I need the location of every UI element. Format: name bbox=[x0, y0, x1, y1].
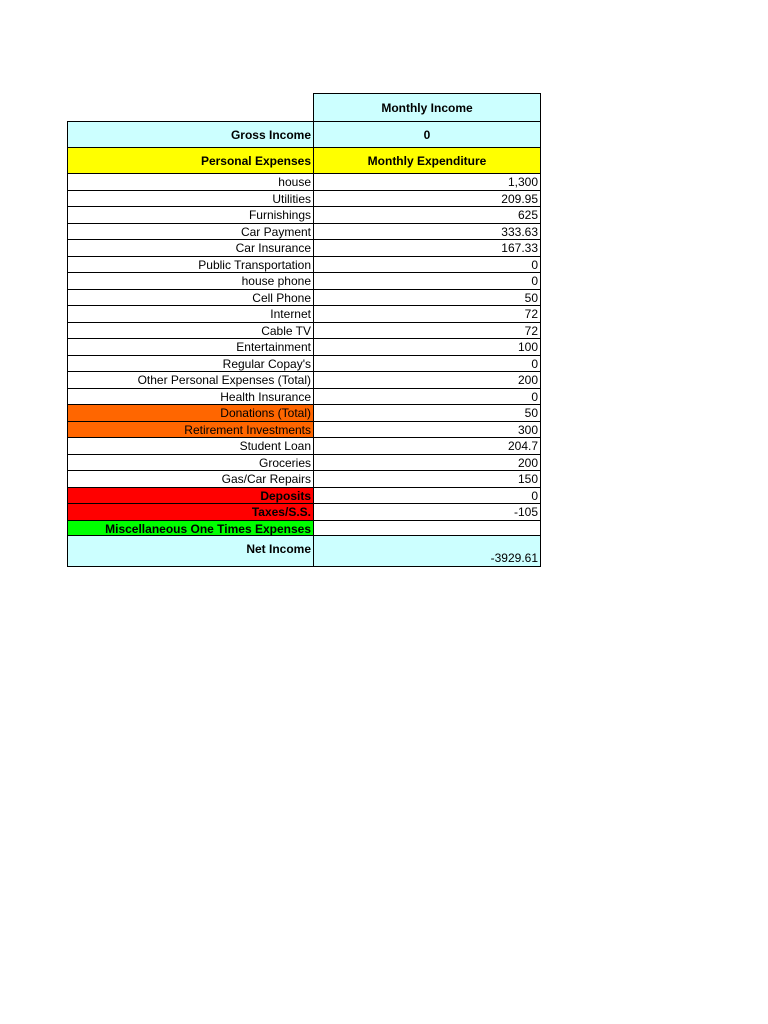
expense-label: Regular Copay's bbox=[67, 355, 314, 372]
expense-label: Groceries bbox=[67, 454, 314, 471]
expense-value: 72 bbox=[313, 305, 541, 323]
expense-value: 0 bbox=[313, 355, 541, 372]
gross-income-value: 0 bbox=[313, 121, 541, 148]
expense-label: house bbox=[67, 173, 314, 191]
expense-label: Public Transportation bbox=[67, 256, 314, 273]
expense-label: Deposits bbox=[67, 487, 314, 504]
expense-value: 204.7 bbox=[313, 437, 541, 455]
personal-expenses-label: Personal Expenses bbox=[67, 147, 314, 174]
net-income-value: -3929.61 bbox=[313, 535, 541, 567]
net-income-label: Net Income bbox=[67, 535, 314, 567]
gross-income-label: Gross Income bbox=[67, 121, 314, 148]
expense-label: Health Insurance bbox=[67, 388, 314, 405]
expense-label: Cell Phone bbox=[67, 289, 314, 306]
monthly-income-header: Monthly Income bbox=[313, 93, 541, 122]
expense-label: Gas/Car Repairs bbox=[67, 470, 314, 488]
expense-label: Donations (Total) bbox=[67, 404, 314, 422]
expense-value: 200 bbox=[313, 454, 541, 471]
expense-value: 150 bbox=[313, 470, 541, 488]
expense-value: 300 bbox=[313, 421, 541, 438]
expense-value: 0 bbox=[313, 487, 541, 504]
expense-label: Internet bbox=[67, 305, 314, 323]
monthly-expenditure-header: Monthly Expenditure bbox=[313, 147, 541, 174]
expense-value: 0 bbox=[313, 388, 541, 405]
expense-value: 209.95 bbox=[313, 190, 541, 207]
expense-label: Miscellaneous One Times Expenses bbox=[67, 520, 314, 537]
expense-label: Retirement Investments bbox=[67, 421, 314, 438]
expense-value: 50 bbox=[313, 404, 541, 422]
expense-value: 333.63 bbox=[313, 223, 541, 240]
expense-label: Student Loan bbox=[67, 437, 314, 455]
expense-label: Utilities bbox=[67, 190, 314, 207]
expense-value: 200 bbox=[313, 371, 541, 389]
expense-label: Entertainment bbox=[67, 338, 314, 356]
expense-value: 625 bbox=[313, 206, 541, 224]
expense-value: 0 bbox=[313, 256, 541, 273]
expense-label: house phone bbox=[67, 272, 314, 290]
expense-label: Other Personal Expenses (Total) bbox=[67, 371, 314, 389]
expense-value: 167.33 bbox=[313, 239, 541, 257]
expense-value: 72 bbox=[313, 322, 541, 339]
expense-value: -105 bbox=[313, 503, 541, 521]
expense-label: Furnishings bbox=[67, 206, 314, 224]
expense-label: Car Insurance bbox=[67, 239, 314, 257]
expense-value: 50 bbox=[313, 289, 541, 306]
expense-value: 1,300 bbox=[313, 173, 541, 191]
expense-value: 0 bbox=[313, 272, 541, 290]
expense-label: Car Payment bbox=[67, 223, 314, 240]
expense-label: Cable TV bbox=[67, 322, 314, 339]
expense-value: 100 bbox=[313, 338, 541, 356]
expense-label: Taxes/S.S. bbox=[67, 503, 314, 521]
